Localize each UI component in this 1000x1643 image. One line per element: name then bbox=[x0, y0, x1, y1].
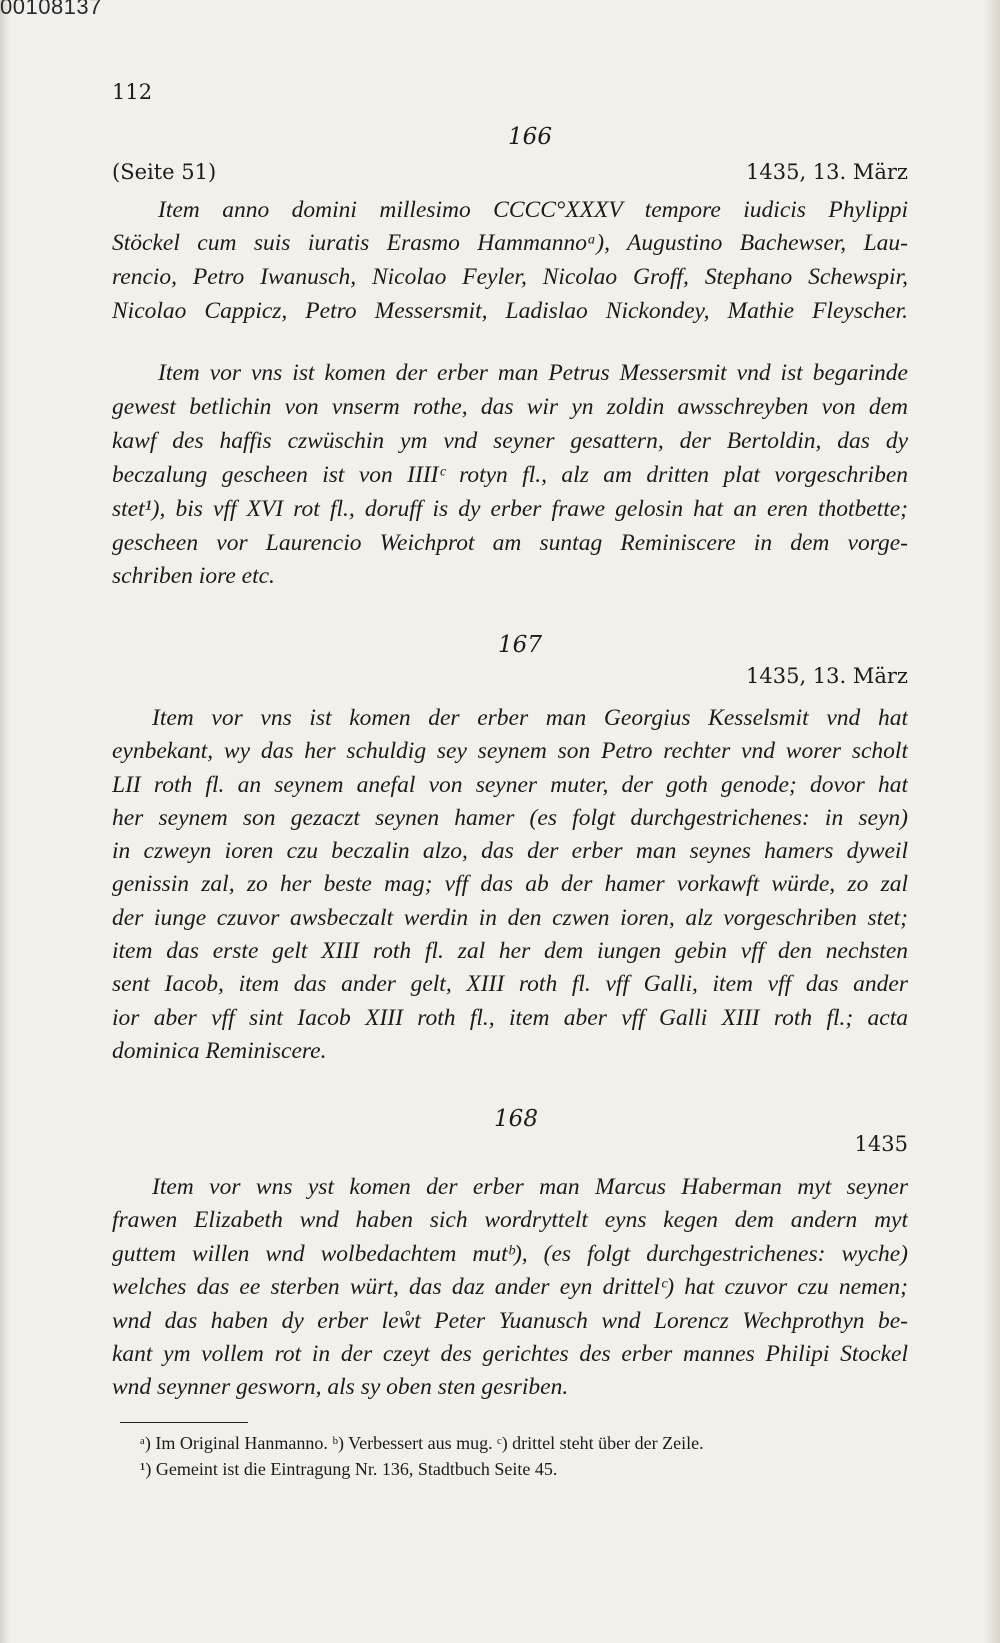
entry-text-line: item das erste gelt XIII roth fl. zal her dem iungen gebin vff den nechsten bbox=[112, 938, 908, 964]
entry-text-line: Nicolao Cappicz, Petro Messersmit, Ladislao Nickondey, Mathie Fleyscher. bbox=[112, 298, 908, 324]
entry-date: 1435 bbox=[854, 1132, 908, 1156]
scan-edge-left bbox=[0, 0, 10, 1643]
entry-text-line: guttem willen wnd wolbedachtem mutᵇ), (es folgt durchgestrichenes: wyche) bbox=[112, 1241, 908, 1267]
entry-number: 166 bbox=[508, 124, 552, 150]
entry-text-line: her seynem son gezaczt seynen hamer (es folgt durchgestrichenes: in seyn) bbox=[112, 805, 908, 831]
entry-text-line: gescheen vor Laurencio Weichprot am suntag Reminiscere in dem vorge- bbox=[112, 530, 908, 556]
footnote-critical: ᵃ) Im Original Hanmanno. ᵇ) Verbessert aus mug. ᶜ) drittel steht über der Zeile. bbox=[140, 1433, 704, 1453]
entry-text-line: Item vor wns yst komen der erber man Marcus Haberman myt seyner bbox=[152, 1174, 908, 1200]
footnote-rule bbox=[120, 1422, 248, 1423]
page-number: 112 bbox=[112, 80, 153, 104]
entry-text-line: ior aber vff sint Iacob XIII roth fl., item aber vff Galli XIII roth fl.; acta bbox=[112, 1005, 908, 1031]
footnote-content: ¹) Gemeint ist die Eintragung Nr. 136, Stadtbuch Seite 45. bbox=[140, 1459, 558, 1479]
entry-text-line: gewest betlichin von vnserm rothe, das wir yn zoldin awsschreyben von dem bbox=[112, 394, 908, 420]
entry-text-line: wnd seynner gesworn, als sy oben sten gesriben. bbox=[112, 1374, 569, 1400]
entry-text-line: beczalung gescheen ist von IIIIᶜ rotyn fl., alz am dritten plat vorgeschriben bbox=[112, 462, 908, 488]
entry-text-line: Item anno domini millesimo CCCC°XXXV tempore iudicis Phylippi bbox=[158, 197, 908, 223]
entry-text-line: sent Iacob, item das ander gelt, XIII roth fl. vff Galli, item vff das ander bbox=[112, 971, 908, 997]
entry-text-line: rencio, Petro Iwanusch, Nicolao Feyler, Nicolao Groff, Stephano Schewspir, bbox=[112, 264, 908, 290]
entry-text-line: LII roth fl. an seynem anefal von seyner muter, der goth genode; dovor hat bbox=[112, 772, 908, 798]
entry-number: 167 bbox=[498, 632, 542, 658]
entry-text-line: der iunge czuvor awsbeczalt werdin in den czwen ioren, alz vorgeschriben stet; bbox=[112, 905, 908, 931]
entry-text-line: schriben iore etc. bbox=[112, 563, 275, 589]
scan-id: 00108137 bbox=[0, 0, 102, 19]
entry-text-line: stet¹), bis vff XVI rot fl., doruff is dy erber frawe gelosin hat an eren thotbette; bbox=[112, 496, 908, 522]
entry-text-line: kawf des haffis czwüschin ym vnd seyner gesattern, der Bertoldin, das dy bbox=[112, 428, 908, 454]
entry-text-line: kant ym vollem rot in der czeyt des gerichtes des erber mannes Philipi Stockel bbox=[112, 1341, 908, 1367]
entry-text-line: genissin zal, zo her beste mag; vff das ab der hamer vorkawft würde, zo zal bbox=[112, 871, 908, 897]
entry-text-line: in czweyn ioren czu beczalin alzo, das der erber man seynes hamers dyweil bbox=[112, 838, 908, 864]
entry-text-line: Item vor vns ist komen der erber man Petrus Messersmit vnd ist begarinde bbox=[158, 360, 908, 386]
entry-text-line: dominica Reminiscere. bbox=[112, 1038, 327, 1064]
entry-text-line: eynbekant, wy das her schuldig sey seynem son Petro rechter vnd worer scholt bbox=[112, 738, 908, 764]
entry-number: 168 bbox=[494, 1106, 538, 1132]
entry-date: 1435, 13. März bbox=[746, 664, 908, 688]
entry-date: 1435, 13. März bbox=[746, 160, 908, 184]
entry-text-line: wnd das haben dy erber leẘt Peter Yuanusch wnd Lorencz Wechprothyn be- bbox=[112, 1308, 908, 1334]
scan-edge-right bbox=[984, 0, 1000, 1643]
entry-source: (Seite 51) bbox=[112, 160, 217, 184]
entry-text-line: Stöckel cum suis iuratis Erasmo Hammannoᵃ), Augustino Bachewser, Lau- bbox=[112, 230, 908, 256]
entry-text-line: frawen Elizabeth wnd haben sich wordryttelt eyns kegen dem andern myt bbox=[112, 1207, 908, 1233]
entry-text-line: welches das ee sterben würt, das daz ander eyn drittelᶜ) hat czuvor czu nemen; bbox=[112, 1274, 908, 1300]
entry-text-line: Item vor vns ist komen der erber man Georgius Kesselsmit vnd hat bbox=[152, 705, 908, 731]
